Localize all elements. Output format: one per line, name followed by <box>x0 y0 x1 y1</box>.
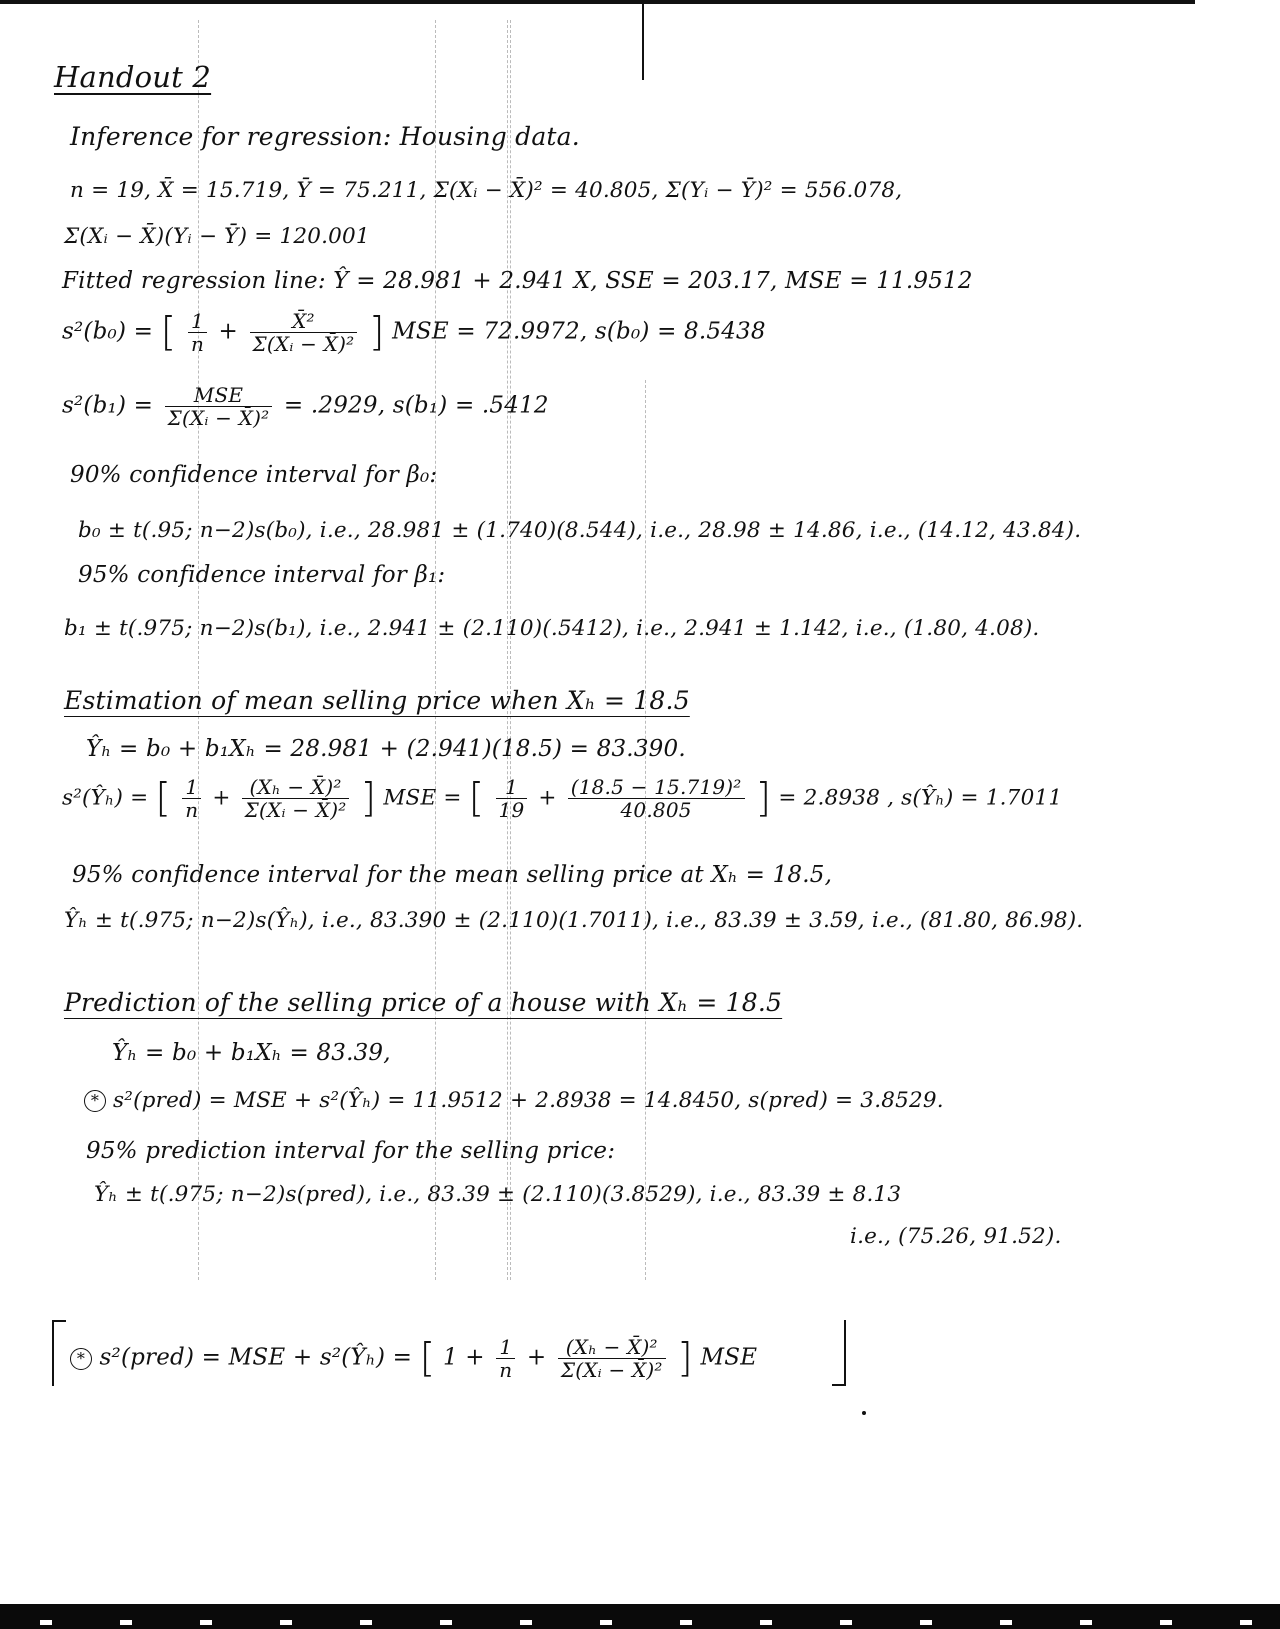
variance-yhat-lhs: s²(Ŷₕ) = <box>62 785 149 811</box>
mean-ci-label: 95% confidence interval for the mean selling price at Xₕ = 18.5, <box>72 862 833 888</box>
bracket-close: ] <box>368 309 385 356</box>
bracket-close: ] <box>677 1335 693 1382</box>
footnote-equation: * s²(pred) = MSE + s²(Ŷₕ) = [ 1 + $\frac{1}{n}$ + $\frac{\text{(Xₕ − X̄)²}}{\text{Σ(Xᵢ − X̄)²}}$ ] MSE <box>70 1336 757 1381</box>
footnote-rhs: MSE <box>700 1344 758 1371</box>
prediction-interval-label: 95% prediction interval for the selling price: <box>86 1138 616 1164</box>
scan-tick <box>280 1620 292 1625</box>
asterisk-marker: * <box>70 1348 92 1370</box>
variance-b0-lhs: s²(b₀) = <box>62 318 154 345</box>
ci-beta0-calculation: b₀ ± t(.95; n−2)s(b₀), i.e., 28.981 ± (1.740)(8.544), i.e., 28.98 ± 14.86, i.e., (14.12, 43.84). <box>78 518 1082 543</box>
summary-stats-line-1: n = 19, X̄ = 15.719, Ȳ = 75.211, Σ(Xᵢ − X̄)² = 40.805, Σ(Yᵢ − Ȳ)² = 556.078, <box>70 178 903 203</box>
footnote-period <box>862 1411 866 1415</box>
handout-subtitle: Inference for regression: Housing data. <box>70 122 580 151</box>
scan-tick <box>520 1620 532 1625</box>
bracket-open: [ <box>160 309 177 356</box>
scan-tick <box>600 1620 612 1625</box>
scan-tick <box>760 1620 772 1625</box>
fraction-xh-dev-sq: $\frac{\text{(Xₕ − X̄)²}}{\text{Σ(Xᵢ − X̄)²}}$ <box>242 776 350 821</box>
ci-beta0-label: 90% confidence interval for β₀: <box>70 462 438 488</box>
fitted-regression-line: Fitted regression line: Ŷ = 28.981 + 2.941 X, SSE = 203.17, MSE = 11.9512 <box>62 268 973 294</box>
fraction-numeric-dev-sq: $\frac{\text{(18.5 − 15.719)²}}{40.805}$ <box>568 776 745 821</box>
scan-tick <box>360 1620 372 1625</box>
footnote-lhs: s²(pred) = MSE + s²(Ŷₕ) = <box>99 1344 413 1371</box>
bracket-close: ] <box>360 775 377 822</box>
prediction-yhat: Ŷₕ = b₀ + b₁Xₕ = 83.39, <box>112 1040 391 1066</box>
fraction-xbar-sq: $\frac{\text{X̄²}}{\text{Σ(Xᵢ − X̄)²}}$ <box>250 310 358 355</box>
scan-bottom-band <box>0 1604 1280 1629</box>
mean-estimation-heading: Estimation of mean selling price when Xₕ = 18.5 <box>64 686 690 715</box>
fraction-one-over-n: $\frac{1}{n}$ <box>496 1336 515 1381</box>
footnote-one-plus: 1 + <box>442 1344 485 1371</box>
prediction-heading: Prediction of the selling price of a house with Xₕ = 18.5 <box>64 988 783 1017</box>
scan-tick <box>120 1620 132 1625</box>
variance-yhat-equation: s²(Ŷₕ) = [ $\frac{1}{n}$ + $\frac{\text{(Xₕ − X̄)²}}{\text{Σ(Xᵢ − X̄)²}}$ ] MSE = [ $\frac{1}{19}$ + $\frac{\text{(18.5 − 15.719)²}}{40.805}$ ] = 2.8938 , s(Ŷₕ) = 1.7011 <box>62 775 1063 822</box>
variance-b1-lhs: s²(b₁) = <box>62 392 154 419</box>
fraction-one-over-19: $\frac{1}{19}$ <box>496 776 528 821</box>
scan-tick <box>680 1620 692 1625</box>
ci-beta1-calculation: b₁ ± t(.975; n−2)s(b₁), i.e., 2.941 ± (2.110)(.5412), i.e., 2.941 ± 1.142, i.e., (1.80, 4.08). <box>64 616 1040 641</box>
handout-title: Handout 2 <box>54 60 212 94</box>
variance-b0-rhs: MSE = 72.9972, s(b₀) = 8.5438 <box>392 318 766 345</box>
scan-tick <box>40 1620 52 1625</box>
variance-b0-equation: s²(b₀) = [ $\frac{1}{n}$ + $\frac{\text{X̄²}}{\text{Σ(Xᵢ − X̄)²}}$ ] MSE = 72.9972, s(b₀) = 8.5438 <box>62 309 766 356</box>
ci-beta1-label: 95% confidence interval for β₁: <box>78 562 446 588</box>
prediction-variance <box>84 1086 944 1116</box>
fraction-one-over-n: $\frac{1}{n}$ <box>188 310 207 355</box>
summary-stats-line-2: Σ(Xᵢ − X̄)(Yᵢ − Ȳ) = 120.001 <box>64 224 370 249</box>
fraction-mse-over-sxx: $\frac{\text{MSE}}{\text{Σ(Xᵢ − X̄)²}}$ <box>165 384 273 429</box>
mean-estimation-yhat: Ŷₕ = b₀ + b₁Xₕ = 28.981 + (2.941)(18.5) = 83.390. <box>86 736 686 762</box>
scan-tick <box>1160 1620 1172 1625</box>
scan-tick <box>440 1620 452 1625</box>
scan-tick <box>840 1620 852 1625</box>
mean-ci-calculation: Ŷₕ ± t(.975; n−2)s(Ŷₕ), i.e., 83.390 ± (2.110)(1.7011), i.e., 83.39 ± 3.59, i.e., (81.80, 86.98). <box>64 908 1084 933</box>
variance-b1-equation <box>62 384 549 429</box>
bracket-open: [ <box>419 1335 436 1382</box>
scan-tick <box>1080 1620 1092 1625</box>
scan-tick <box>1240 1620 1252 1625</box>
fraction-one-over-n: $\frac{1}{n}$ <box>182 776 201 821</box>
bracket-close: ] <box>755 775 772 822</box>
variance-yhat-rhs: = 2.8938 , s(Ŷₕ) = 1.7011 <box>778 785 1063 811</box>
variance-yhat-mid: MSE = <box>383 785 462 811</box>
scan-tick <box>1000 1620 1012 1625</box>
scan-tick <box>920 1620 932 1625</box>
bracket-open: [ <box>155 775 172 822</box>
bracket-open: [ <box>468 775 485 822</box>
scan-tick <box>200 1620 212 1625</box>
prediction-interval-calculation: Ŷₕ ± t(.975; n−2)s(pred), i.e., 83.39 ± (2.110)(3.8529), i.e., 83.39 ± 8.13 <box>94 1182 902 1207</box>
variance-b1-rhs: = .2929, s(b₁) = .5412 <box>283 392 549 419</box>
fraction-xh-dev-sq: $\frac{\text{(Xₕ − X̄)²}}{\text{Σ(Xᵢ − X̄)²}}$ <box>558 1336 666 1381</box>
prediction-variance-text: s²(pred) = MSE + s²(Ŷₕ) = 11.9512 + 2.8938 = 14.8450, s(pred) = 3.8529. <box>113 1088 944 1113</box>
asterisk-marker: * <box>84 1090 106 1112</box>
prediction-interval-result: i.e., (75.26, 91.52). <box>850 1224 1062 1249</box>
